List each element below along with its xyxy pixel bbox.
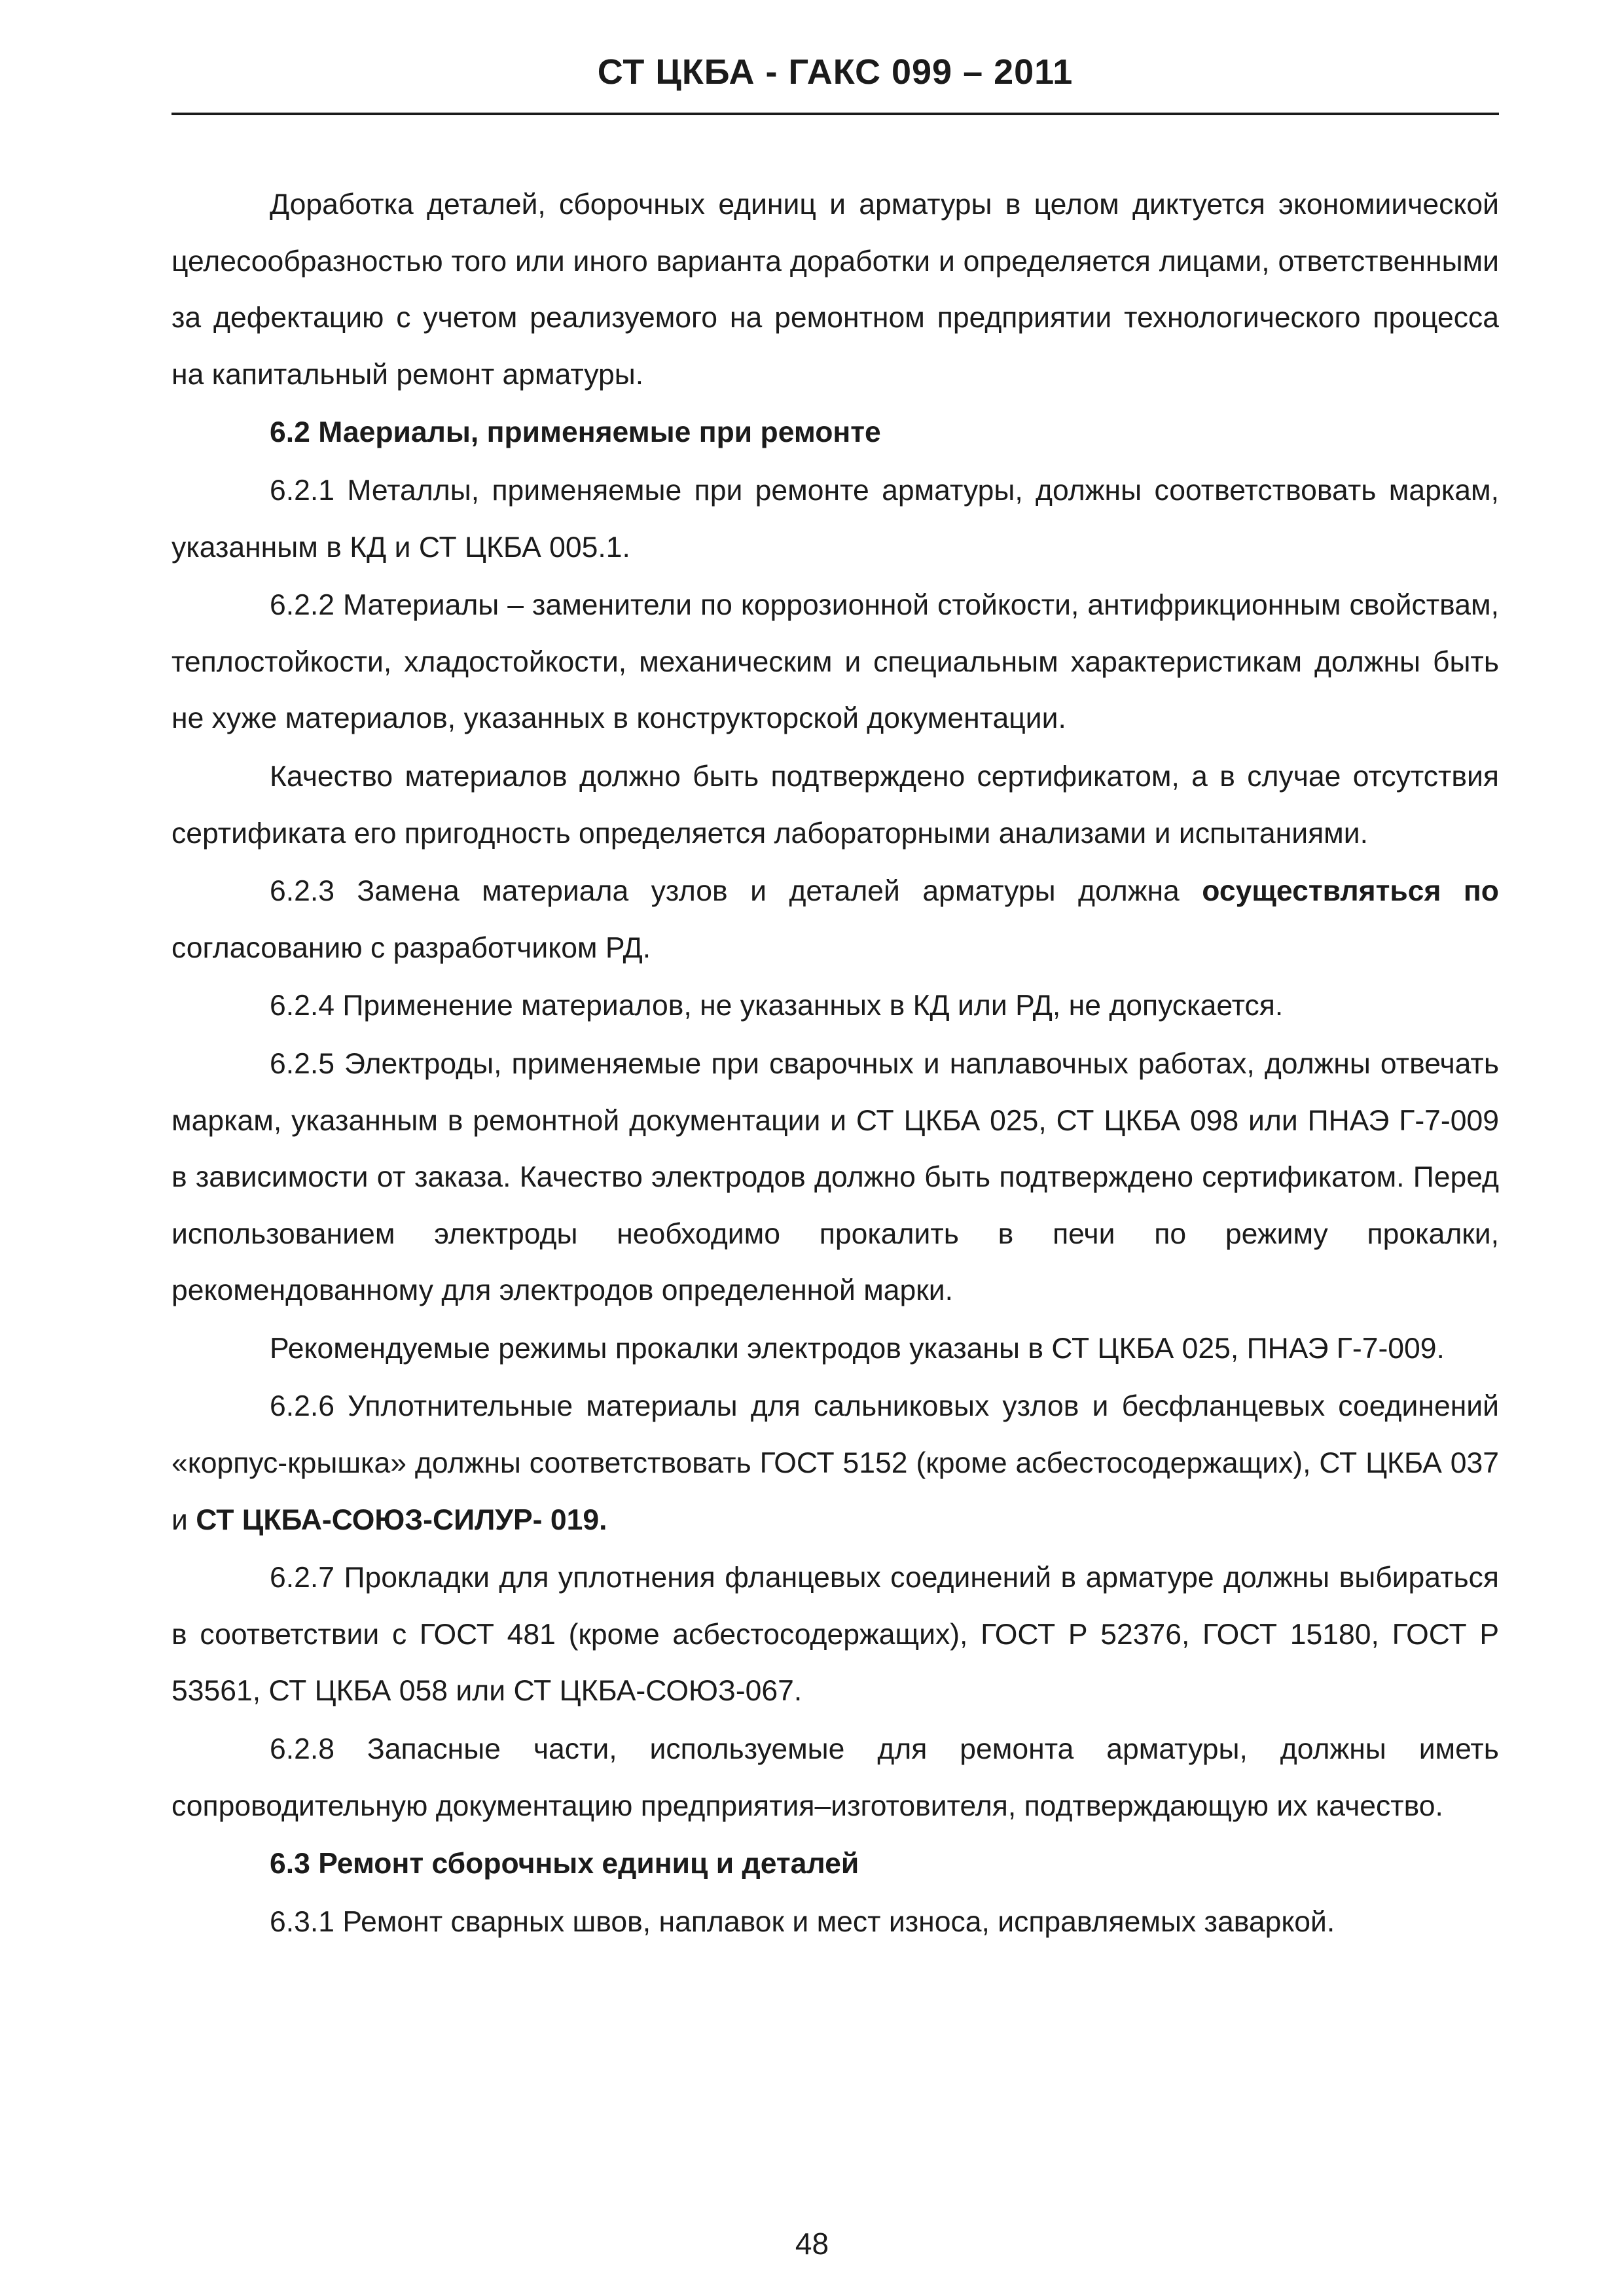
paragraph-6-2-2: 6.2.2 Материалы – заменители по коррозионной стойкости, антифрикционным свойствам, теплостойкости, хладостойкости, механическим и специальным характеристикам должны быть не хуже материалов, указанных в конструкторской документации. (171, 589, 1499, 735)
paragraph-6-2-3 (171, 863, 1499, 977)
paragraph-6-2-3-text-end: согласованию с разработчиком РД. (171, 931, 651, 964)
section-heading-6-2: 6.2 Маериалы, применяемые при ремонте (270, 416, 881, 449)
paragraph-6-2-6 (171, 1378, 1499, 1549)
paragraph-6-2-5-modes: Рекомендуемые режимы прокалки электродов указаны в СТ ЦКБА 025, ПНАЭ Г-7-009. (270, 1332, 1445, 1365)
paragraph-6-2-1: 6.2.1 Металлы, применяемые при ремонте арматуры, должны соответствовать маркам, указанным в КД и СТ ЦКБА 005.1. (171, 474, 1499, 564)
paragraph-6-3-1: 6.3.1 Ремонт сварных швов, наплавок и мест износа, исправляемых заваркой. (270, 1905, 1335, 1938)
paragraph-6-2-8: 6.2.8 Запасные части, используемые для ремонта арматуры, должны иметь сопроводительную документацию предприятия–изготовителя, подтверждающую их качество. (171, 1733, 1499, 1822)
paragraph-6-2-3-bold: осуществляться по (1202, 875, 1499, 908)
paragraph-6-2-4: 6.2.4 Применение материалов, не указанных в КД или РД, не допускается. (270, 990, 1284, 1022)
paragraph-6-2-5: 6.2.5 Электроды, применяемые при сварочных и наплавочных работах, должны отвечать маркам, указанным в ремонтной документации и СТ ЦКБА 025, СТ ЦКБА 098 или ПНАЭ Г-7-009 в зависимости от заказа. Качество электродов должно быть подтверждено сертификатом. Перед использованием электроды необходимо прокалить в печи по режиму прокалки, рекомендованному для электродов определенной марки. (171, 1047, 1499, 1307)
document-body (171, 177, 1499, 1950)
document-header-title: СТ ЦКБА - ГАКС 099 – 2011 (597, 52, 1074, 92)
section-heading-6-3: 6.3 Ремонт сборочных единиц и деталей (270, 1848, 859, 1880)
paragraph-6-2-6-text: 6.2.6 Уплотнительные материалы для сальниковых узлов и бесфланцевых соединений «корпус-крышка» должны соответствовать ГОСТ 5152 (кроме асбестосодержащих), СТ ЦКБА 037 и (171, 1390, 1499, 1536)
page-number: 48 (795, 2227, 829, 2261)
paragraph-6-2-2-quality: Качество материалов должно быть подтверждено сертификатом, а в случае отсутствия сертификата его пригодность определяется лабораторными анализами и испытаниями. (171, 760, 1499, 850)
paragraph-intro: Доработка деталей, сборочных единиц и арматуры в целом диктуется экономиической целесообразностью того или иного варианта доработки и определяется лицами, ответственными за дефектацию с учетом реализуемого на ремонтном предприятии технологического процесса на капитальный ремонт арматуры. (171, 188, 1499, 391)
paragraph-6-2-3-text-start: 6.2.3 Замена материала узлов и деталей арматуры должна (270, 875, 1202, 908)
paragraph-6-2-7: 6.2.7 Прокладки для уплотнения фланцевых соединений в арматуре должны выбираться в соответствии с ГОСТ 481 (кроме асбестосодержащих), ГОСТ Р 52376, ГОСТ 15180, ГОСТ Р 53561, СТ ЦКБА 058 или СТ ЦКБА-СОЮЗ-067. (171, 1562, 1499, 1708)
header-divider (171, 113, 1499, 115)
paragraph-6-2-6-bold: СТ ЦКБА-СОЮЗ-СИЛУР- 019. (196, 1503, 607, 1536)
